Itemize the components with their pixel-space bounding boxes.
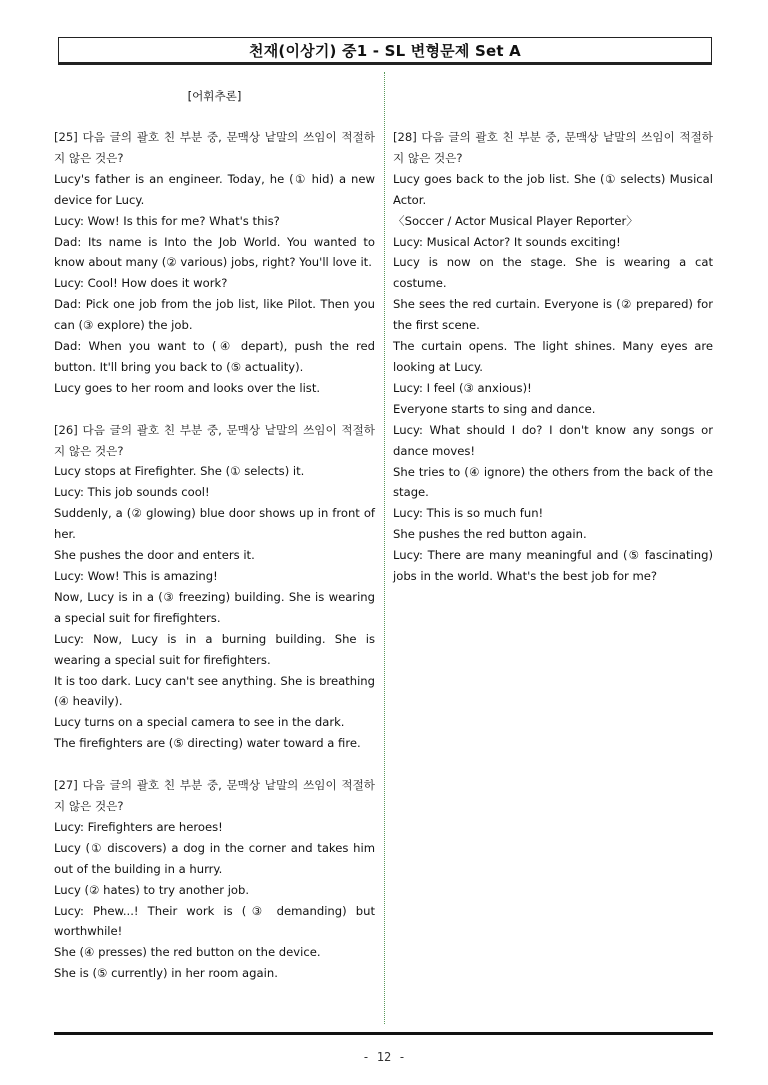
passage-line: Lucy stops at Firefighter. She (① selects) it. — [54, 464, 305, 479]
passage-line: Dad: Pick one job from the job list, like Pilot. Then you can (③ explore) the job. — [54, 297, 375, 333]
passage-line: Now, Lucy is in a (③ freezing) building. She is wearing a special suit for firefighters. — [54, 589, 375, 625]
passage-line: Lucy: I feel (③ anxious)! — [393, 380, 532, 395]
passage-line: Lucy goes to her room and looks over the list. — [54, 380, 321, 395]
page-header — [58, 37, 712, 65]
passage-line: It is too dark. Lucy can't see anything. She is breathing (④ heavily). — [54, 673, 375, 709]
passage-line: She tries to (④ ignore) the others from the back of the stage. — [393, 464, 713, 500]
passage-line: Lucy: Firefighters are heroes! — [54, 819, 223, 834]
passage-line: Everyone starts to sing and dance. — [393, 401, 596, 416]
passage-line: Lucy is now on the stage. She is wearing a cat costume. — [393, 255, 713, 291]
left-column — [54, 86, 375, 1005]
question-prompt: [27] 다음 글의 괄호 친 부분 중, 문맥상 낱말의 쓰임이 적절하지 않은 것은? — [54, 778, 375, 813]
passage-line: Lucy: This job sounds cool! — [54, 485, 210, 500]
section-label-text: [어휘추론] — [187, 89, 242, 103]
footer-rule — [54, 1032, 713, 1035]
passage-line: Lucy: This is so much fun! — [393, 506, 544, 521]
page-number: - 12 - — [362, 1050, 406, 1064]
passage-line: She is (⑤ currently) in her room again. — [54, 966, 278, 981]
passage-line: Lucy's father is an engineer. Today, he (① hid) a new device for Lucy. — [54, 171, 375, 207]
passage-line: Lucy: There are many meaningful and (⑤ fascinating) jobs in the world. What's the best job for me? — [393, 548, 713, 584]
passage-line: Dad: When you want to (④ depart), push the red button. It'll bring you back to (⑤ actuality). — [54, 339, 375, 374]
passage-line: Lucy goes back to the job list. She (① selects) Musical Actor. — [393, 171, 713, 207]
passage-line: Lucy (② hates) to try another job. — [54, 882, 250, 897]
passage-line: She pushes the red button again. — [393, 527, 587, 542]
passage-line: The curtain opens. The light shines. Many eyes are looking at Lucy. — [393, 339, 713, 374]
page-title: 천재(이상기) 중1 - SL 변형문제 Set A — [249, 41, 521, 60]
question-prompt: [26] 다음 글의 괄호 친 부분 중, 문맥상 낱말의 쓰임이 적절하지 않은 것은? — [54, 422, 375, 458]
passage-line: Lucy (① discovers) a dog in the corner and takes him out of the building in a hurry. — [54, 840, 375, 876]
passage-line: Suddenly, a (② glowing) blue door shows up in front of her. — [54, 506, 375, 542]
question-prompt: [25] 다음 글의 괄호 친 부분 중, 문맥상 낱말의 쓰임이 적절하지 않은 것은? — [54, 130, 375, 165]
passage-line: She sees the red curtain. Everyone is (② prepared) for the first scene. — [393, 297, 713, 333]
passage-line: Lucy turns on a special camera to see in the dark. — [54, 715, 345, 730]
question-block — [54, 127, 375, 399]
passage-line: Lucy: Now, Lucy is in a burning building. She is wearing a special suit for firefighters. — [54, 631, 375, 667]
question-block — [54, 420, 375, 755]
question-block — [393, 127, 713, 587]
passage-line: Lucy: Wow! This is amazing! — [54, 569, 218, 584]
passage-line: Lucy: What should I do? I don't know any songs or dance moves! — [393, 422, 713, 458]
question-block — [54, 775, 375, 984]
passage-line: Lucy: Wow! Is this for me? What's this? — [54, 213, 280, 228]
section-label — [54, 86, 375, 107]
passage-line: Lucy: Cool! How does it work? — [54, 276, 228, 291]
passage-line: 〈Soccer / Actor Musical Player Reporter〉 — [393, 213, 638, 228]
question-prompt: [28] 다음 글의 괄호 친 부분 중, 문맥상 낱말의 쓰임이 적절하지 않은 것은? — [393, 130, 713, 165]
passage-line: Lucy: Phew...! Their work is (③ demanding) but worthwhile! — [54, 903, 375, 939]
right-question-list — [393, 127, 713, 587]
passage-line: She pushes the door and enters it. — [54, 548, 255, 563]
passage-line: Dad: Its name is Into the Job World. You wanted to know about many (② various) jobs, right? You'll love it. — [54, 234, 375, 270]
passage-line: The firefighters are (⑤ directing) water toward a fire. — [54, 736, 361, 751]
column-divider — [384, 72, 385, 1024]
passage-line: She (④ presses) the red button on the device. — [54, 945, 321, 960]
right-column-spacer — [393, 86, 713, 127]
passage-line: Lucy: Musical Actor? It sounds exciting! — [393, 234, 621, 249]
right-column — [393, 86, 713, 608]
left-question-list — [54, 127, 375, 984]
